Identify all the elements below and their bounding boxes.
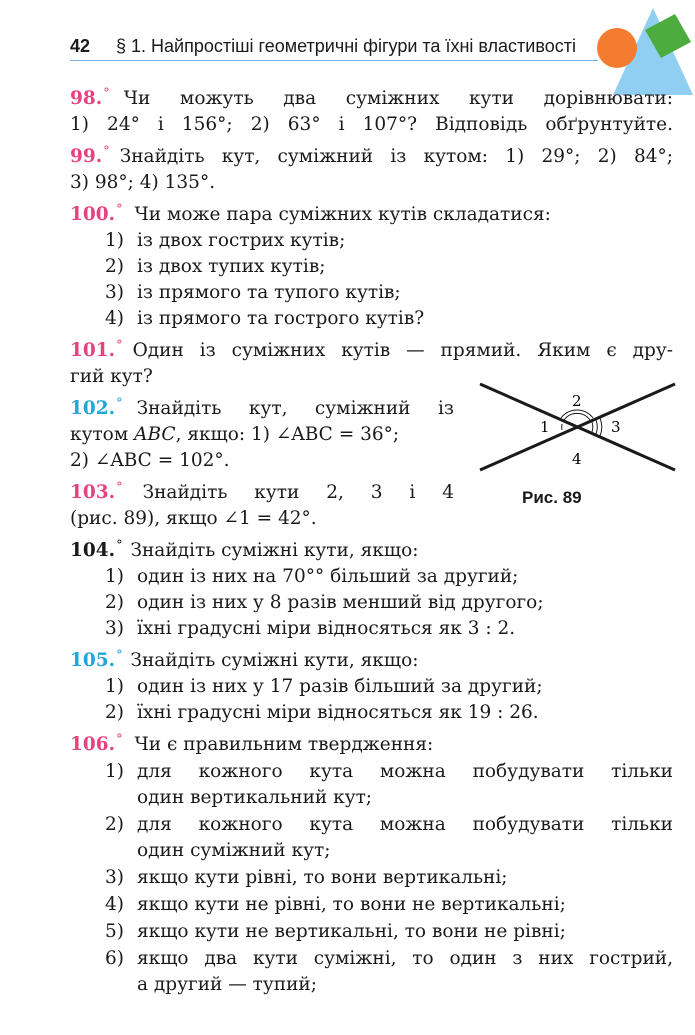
list-item: 3) якщо кути рівні, то вони вертикальні; [105, 867, 508, 888]
header-rule [70, 60, 598, 61]
problem-99-line2: 3) 98°; 4) 135°. [70, 172, 216, 193]
problem-106-number: 106. [70, 734, 116, 755]
problem-98-line1: 98.° Чи можуть два суміжних кути дорівнювати: [70, 86, 673, 112]
page-header [70, 30, 600, 60]
list-item-continuation: а другий — тупий; [137, 974, 317, 995]
problem-102-line1: 102.° Знайдіть кут, суміжний із [70, 396, 454, 419]
section-title: § 1. Найпростіші геометричні фігури та їхні властивості [116, 36, 576, 56]
problem-98-number: 98. [70, 88, 103, 109]
list-item-continuation: один суміжний кут; [137, 840, 331, 861]
figure-89-diagram [478, 382, 688, 512]
angle-label-1: 1 [540, 418, 550, 436]
problem-106-intro: 106.° Чи є правильним твердження: [70, 732, 434, 755]
problem-104-number: 104. [70, 540, 116, 561]
list-item: 3) їхні градусні міри відносяться як 3 : 2. [105, 618, 516, 639]
problem-105-intro: 105.° Знайдіть суміжні кути, якщо: [70, 648, 419, 671]
list-item: 1) для кожного кута можна побудувати тільки [105, 761, 673, 782]
problem-103-number: 103. [70, 482, 116, 503]
problem-102-line2: кутом ABC, якщо: 1) ∠ABC = 36°; [70, 424, 400, 445]
list-item: 4) із прямого та гострого кутів? [105, 308, 425, 329]
list-item: 2) один із них у 8 разів менший від другого; [105, 592, 544, 613]
problem-100-intro: 100.° Чи може пара суміжних кутів складатися: [70, 202, 551, 225]
problem-101-line1: 101.° Один із суміжних кутів — прямий. Яким є дру- [70, 338, 673, 361]
problem-105-number: 105. [70, 650, 116, 671]
problem-103-line2: (рис. 89), якщо ∠1 = 42°. [70, 508, 317, 529]
list-item: 5) якщо кути не вертикальні, то вони не рівні; [105, 921, 566, 942]
list-item: 4) якщо кути не рівні, то вони не вертикальні; [105, 894, 566, 915]
angle-label-3: 3 [611, 418, 621, 436]
angle-label-2: 2 [572, 392, 582, 410]
page-number: 42 [70, 36, 91, 56]
list-item: 2) із двох тупих кутів; [105, 256, 326, 277]
list-item: 1) із двох гострих кутів; [105, 230, 346, 251]
problem-99-number: 99. [70, 146, 103, 167]
list-item-continuation: один вертикальний кут; [137, 787, 373, 808]
problem-101-line2: гий кут? [70, 366, 153, 387]
list-item: 2) для кожного кута можна побудувати тільки [105, 814, 673, 835]
problem-98-text: Чи можуть два суміжних кути дорівнювати: [123, 88, 673, 109]
problem-99-line1: 99.° Знайдіть кут, суміжний із кутом: 1) 29°; 2) 84°; [70, 144, 673, 170]
list-item: 6) якщо два кути суміжні, то один з них гострий, [105, 948, 673, 969]
problem-104-intro: 104.° Знайдіть суміжні кути, якщо: [70, 538, 419, 561]
problem-103-line1: 103.° Знайдіть кути 2, 3 і 4 [70, 480, 454, 503]
angle-label-4: 4 [572, 450, 582, 468]
list-item: 3) із прямого та тупого кутів; [105, 282, 401, 303]
geometry-logo-icon [595, 0, 695, 100]
angle-arc-2 [564, 413, 590, 420]
list-item: 2) їхні градусні міри відносяться як 19 : 26. [105, 702, 539, 723]
angle-arc-3 [592, 422, 593, 432]
problem-100-number: 100. [70, 204, 116, 225]
list-item: 1) один із них на 70°° більший за другий; [105, 566, 519, 587]
list-item: 1) один із них у 17 разів більший за другий; [105, 676, 543, 697]
problem-99-text: Знайдіть кут, суміжний із кутом: 1) 29°; 2) 84°; [119, 146, 673, 167]
figure-caption: Рис. 89 [522, 488, 582, 507]
problem-102-number: 102. [70, 398, 116, 419]
problem-101-number: 101. [70, 340, 116, 361]
problem-102-line3: 2) ∠ABC = 102°. [70, 450, 230, 471]
problem-98-line2: 1) 24° і 156°; 2) 63° і 107°? Відповідь обґрунтуйте. [70, 114, 673, 135]
